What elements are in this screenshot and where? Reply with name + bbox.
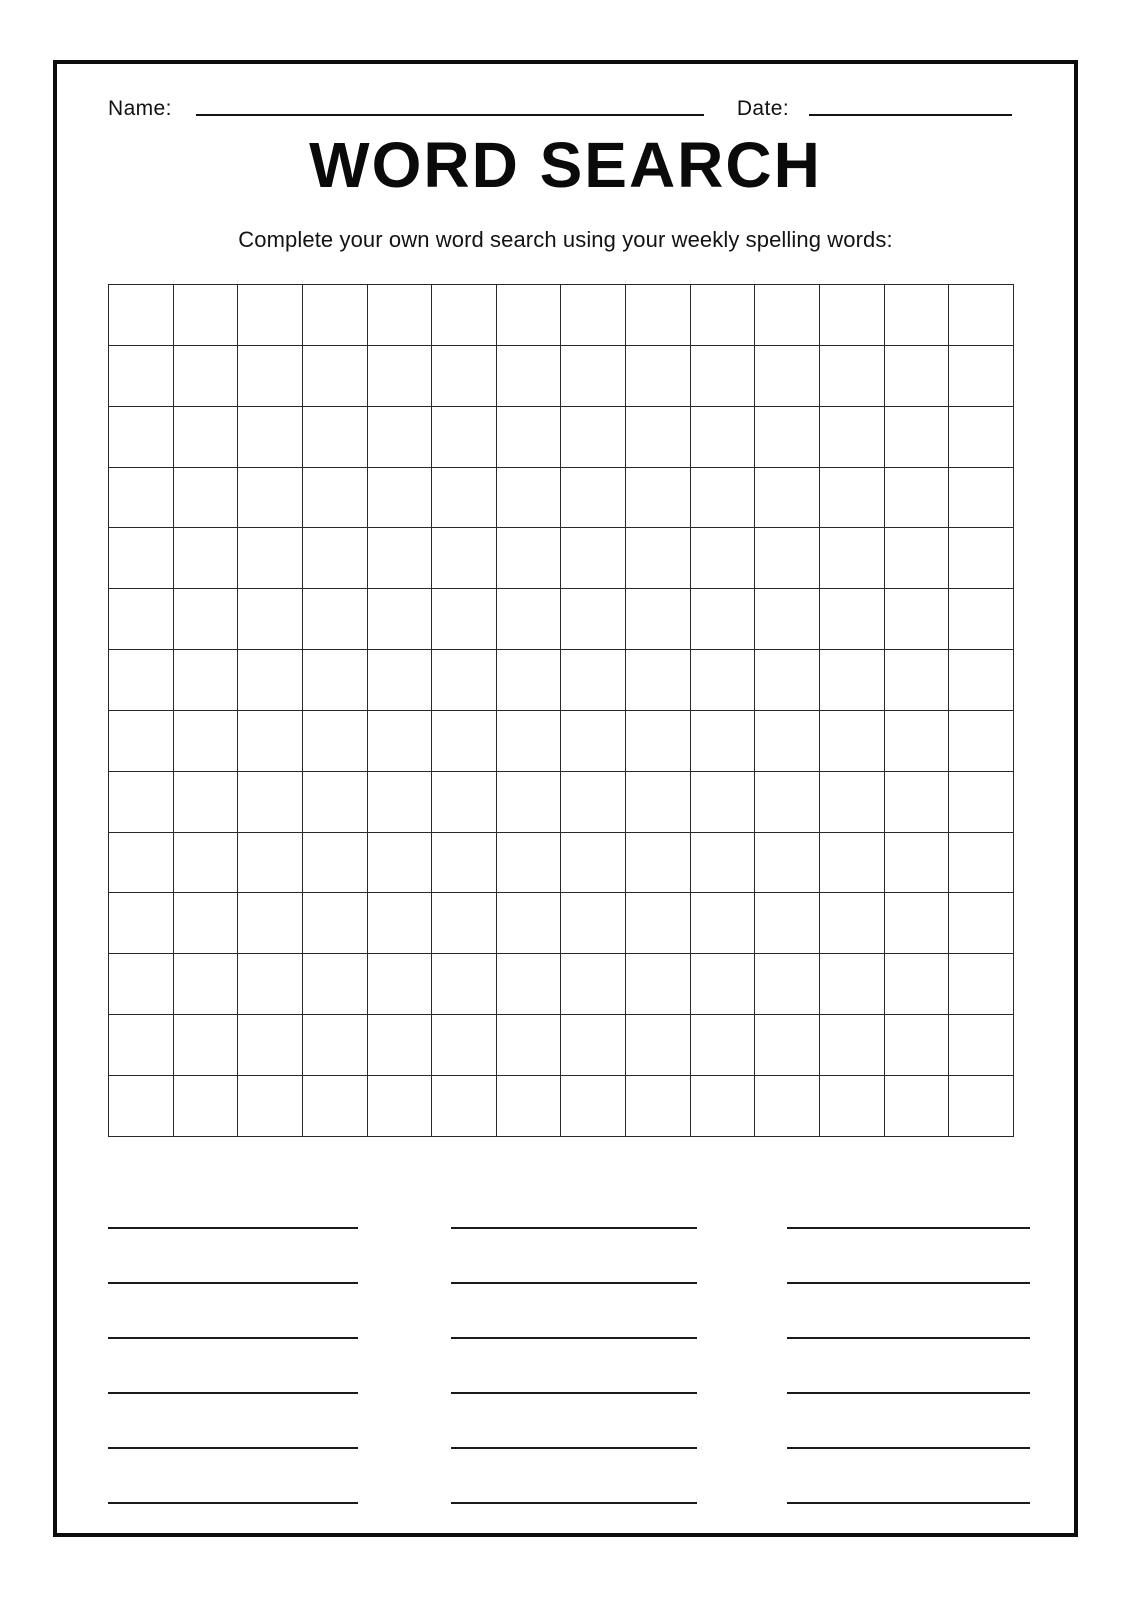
grid-cell[interactable] (820, 1015, 885, 1076)
grid-cell[interactable] (496, 771, 561, 832)
grid-cell[interactable] (820, 832, 885, 893)
grid-cell[interactable] (238, 771, 303, 832)
grid-cell[interactable] (949, 954, 1014, 1015)
grid-cell[interactable] (949, 650, 1014, 711)
grid-cell[interactable] (755, 285, 820, 346)
grid-cell[interactable] (173, 771, 238, 832)
grid-cell[interactable] (820, 285, 885, 346)
grid-cell[interactable] (302, 771, 367, 832)
grid-cell[interactable] (238, 710, 303, 771)
grid-cell[interactable] (690, 1075, 755, 1136)
grid-cell[interactable] (238, 345, 303, 406)
grid-cell[interactable] (432, 710, 497, 771)
grid-cell[interactable] (626, 528, 691, 589)
grid-cell[interactable] (949, 1075, 1014, 1136)
grid-cell[interactable] (690, 467, 755, 528)
grid-cell[interactable] (755, 528, 820, 589)
grid-row (109, 285, 1014, 346)
word-entry-line[interactable] (787, 1502, 1030, 1504)
grid-row (109, 954, 1014, 1015)
grid-cell[interactable] (820, 954, 885, 1015)
grid-cell[interactable] (173, 528, 238, 589)
grid-cell[interactable] (238, 285, 303, 346)
grid-cell[interactable] (884, 406, 949, 467)
grid-cell[interactable] (367, 1075, 432, 1136)
grid-cell[interactable] (432, 954, 497, 1015)
grid-cell[interactable] (496, 285, 561, 346)
grid-row (109, 406, 1014, 467)
grid-cell[interactable] (626, 710, 691, 771)
grid-cell[interactable] (173, 1015, 238, 1076)
grid-cell[interactable] (626, 406, 691, 467)
grid-cell[interactable] (109, 954, 174, 1015)
grid-cell[interactable] (496, 467, 561, 528)
grid-cell[interactable] (367, 893, 432, 954)
grid-cell[interactable] (626, 467, 691, 528)
grid-cell[interactable] (109, 467, 174, 528)
grid-row (109, 650, 1014, 711)
grid-cell[interactable] (820, 406, 885, 467)
grid-cell[interactable] (367, 406, 432, 467)
grid-cell[interactable] (755, 650, 820, 711)
grid-cell[interactable] (884, 650, 949, 711)
word-list-row (108, 1449, 1030, 1504)
grid-cell[interactable] (367, 710, 432, 771)
grid-cell[interactable] (367, 285, 432, 346)
grid-cell[interactable] (949, 345, 1014, 406)
grid-cell[interactable] (690, 650, 755, 711)
grid-cell[interactable] (755, 589, 820, 650)
grid-cell[interactable] (626, 893, 691, 954)
grid-cell[interactable] (173, 406, 238, 467)
grid-cell[interactable] (561, 893, 626, 954)
grid-cell[interactable] (432, 345, 497, 406)
word-list-row (108, 1229, 1030, 1284)
grid-cell[interactable] (302, 406, 367, 467)
grid-cell[interactable] (432, 589, 497, 650)
word-list-section (108, 1174, 1030, 1504)
grid-cell[interactable] (690, 893, 755, 954)
grid-cell[interactable] (302, 285, 367, 346)
grid-cell[interactable] (626, 954, 691, 1015)
grid-cell[interactable] (432, 1075, 497, 1136)
grid-cell[interactable] (173, 589, 238, 650)
grid-cell[interactable] (432, 285, 497, 346)
grid-cell[interactable] (238, 528, 303, 589)
grid-cell[interactable] (884, 954, 949, 1015)
date-input-line[interactable] (809, 114, 1012, 116)
grid-cell[interactable] (432, 832, 497, 893)
grid-cell[interactable] (367, 528, 432, 589)
grid-cell[interactable] (173, 345, 238, 406)
grid-cell[interactable] (949, 528, 1014, 589)
grid-row (109, 710, 1014, 771)
grid-cell[interactable] (238, 1015, 303, 1076)
grid-cell[interactable] (690, 1015, 755, 1076)
grid-cell[interactable] (109, 1015, 174, 1076)
grid-cell[interactable] (496, 1015, 561, 1076)
grid-cell[interactable] (690, 710, 755, 771)
grid-row (109, 832, 1014, 893)
grid-body (109, 285, 1014, 1137)
grid-row (109, 589, 1014, 650)
grid-cell[interactable] (561, 771, 626, 832)
grid-cell[interactable] (949, 832, 1014, 893)
grid-cell[interactable] (561, 710, 626, 771)
grid-cell[interactable] (109, 771, 174, 832)
name-input-line[interactable] (196, 114, 704, 116)
grid-cell[interactable] (820, 893, 885, 954)
grid-cell[interactable] (173, 285, 238, 346)
grid-cell[interactable] (949, 710, 1014, 771)
grid-cell[interactable] (884, 1075, 949, 1136)
grid-cell[interactable] (884, 893, 949, 954)
grid-cell[interactable] (755, 345, 820, 406)
grid-row (109, 528, 1014, 589)
word-list-row (108, 1174, 1030, 1229)
grid-cell[interactable] (949, 285, 1014, 346)
grid-cell[interactable] (109, 345, 174, 406)
instructions-text: Complete your own word search using your weekly spelling words: (238, 227, 893, 252)
grid-cell[interactable] (302, 1015, 367, 1076)
grid-cell[interactable] (109, 893, 174, 954)
grid-cell[interactable] (561, 345, 626, 406)
grid-cell[interactable] (690, 528, 755, 589)
grid-cell[interactable] (367, 954, 432, 1015)
grid-cell[interactable] (432, 1015, 497, 1076)
grid-cell[interactable] (367, 345, 432, 406)
grid-cell[interactable] (755, 467, 820, 528)
grid-row (109, 893, 1014, 954)
grid-cell[interactable] (496, 893, 561, 954)
grid-cell[interactable] (496, 954, 561, 1015)
grid-cell[interactable] (561, 1075, 626, 1136)
grid-row (109, 467, 1014, 528)
grid-cell[interactable] (755, 406, 820, 467)
page-title: WORD SEARCH (309, 129, 822, 201)
word-list-row (108, 1339, 1030, 1394)
grid-cell[interactable] (367, 589, 432, 650)
grid-cell[interactable] (432, 650, 497, 711)
grid-row (109, 1015, 1014, 1076)
grid-cell[interactable] (626, 650, 691, 711)
grid-cell[interactable] (626, 589, 691, 650)
grid-table[interactable] (108, 284, 1014, 1137)
grid-cell[interactable] (173, 467, 238, 528)
grid-cell[interactable] (884, 345, 949, 406)
grid-cell[interactable] (432, 893, 497, 954)
word-list-row (108, 1284, 1030, 1339)
grid-cell[interactable] (626, 832, 691, 893)
grid-cell[interactable] (755, 771, 820, 832)
grid-cell[interactable] (496, 832, 561, 893)
grid-cell[interactable] (626, 771, 691, 832)
grid-cell[interactable] (755, 710, 820, 771)
grid-cell[interactable] (173, 710, 238, 771)
grid-cell[interactable] (432, 771, 497, 832)
name-label: Name: (108, 97, 172, 120)
grid-cell[interactable] (173, 650, 238, 711)
grid-cell[interactable] (561, 467, 626, 528)
grid-cell[interactable] (302, 345, 367, 406)
grid-cell[interactable] (109, 650, 174, 711)
grid-cell[interactable] (690, 345, 755, 406)
grid-cell[interactable] (109, 710, 174, 771)
grid-cell[interactable] (690, 832, 755, 893)
grid-cell[interactable] (173, 1075, 238, 1136)
grid-cell[interactable] (884, 1015, 949, 1076)
grid-cell[interactable] (173, 832, 238, 893)
grid-cell[interactable] (884, 528, 949, 589)
grid-cell[interactable] (302, 893, 367, 954)
grid-cell[interactable] (561, 832, 626, 893)
grid-cell[interactable] (367, 467, 432, 528)
grid-cell[interactable] (884, 710, 949, 771)
grid-cell[interactable] (109, 406, 174, 467)
grid-row (109, 345, 1014, 406)
grid-cell[interactable] (238, 954, 303, 1015)
grid-cell[interactable] (626, 1015, 691, 1076)
grid-cell[interactable] (302, 954, 367, 1015)
grid-cell[interactable] (949, 467, 1014, 528)
grid-cell[interactable] (173, 893, 238, 954)
grid-cell[interactable] (302, 650, 367, 711)
grid-cell[interactable] (820, 650, 885, 711)
grid-cell[interactable] (496, 589, 561, 650)
student-info-row (108, 92, 1030, 122)
grid-cell[interactable] (820, 771, 885, 832)
grid-cell[interactable] (238, 406, 303, 467)
grid-cell[interactable] (626, 1075, 691, 1136)
grid-cell[interactable] (432, 528, 497, 589)
grid-cell[interactable] (561, 285, 626, 346)
grid-cell[interactable] (690, 771, 755, 832)
worksheet-page-frame (53, 60, 1078, 1537)
grid-cell[interactable] (690, 406, 755, 467)
grid-cell[interactable] (755, 832, 820, 893)
grid-cell[interactable] (820, 589, 885, 650)
grid-cell[interactable] (238, 467, 303, 528)
grid-cell[interactable] (755, 893, 820, 954)
word-entry-line[interactable] (451, 1502, 697, 1504)
grid-cell[interactable] (690, 285, 755, 346)
grid-cell[interactable] (496, 710, 561, 771)
grid-cell[interactable] (109, 832, 174, 893)
grid-cell[interactable] (949, 406, 1014, 467)
grid-cell[interactable] (302, 832, 367, 893)
grid-cell[interactable] (432, 406, 497, 467)
word-entry-line[interactable] (108, 1502, 358, 1504)
grid-cell[interactable] (755, 954, 820, 1015)
grid-cell[interactable] (884, 771, 949, 832)
grid-cell[interactable] (561, 954, 626, 1015)
grid-cell[interactable] (238, 589, 303, 650)
grid-cell[interactable] (884, 285, 949, 346)
grid-cell[interactable] (496, 1075, 561, 1136)
grid-cell[interactable] (755, 1075, 820, 1136)
grid-cell[interactable] (238, 893, 303, 954)
grid-cell[interactable] (367, 771, 432, 832)
grid-cell[interactable] (302, 1075, 367, 1136)
grid-cell[interactable] (561, 1015, 626, 1076)
grid-cell[interactable] (302, 589, 367, 650)
grid-cell[interactable] (820, 710, 885, 771)
grid-cell[interactable] (367, 832, 432, 893)
grid-cell[interactable] (496, 406, 561, 467)
grid-cell[interactable] (561, 528, 626, 589)
grid-cell[interactable] (109, 1075, 174, 1136)
grid-cell[interactable] (949, 1015, 1014, 1076)
grid-cell[interactable] (820, 1075, 885, 1136)
grid-cell[interactable] (561, 406, 626, 467)
word-search-grid[interactable] (108, 284, 1014, 1137)
date-label: Date: (736, 97, 790, 120)
grid-cell[interactable] (302, 710, 367, 771)
grid-cell[interactable] (496, 345, 561, 406)
grid-row (109, 1075, 1014, 1136)
grid-cell[interactable] (238, 832, 303, 893)
grid-cell[interactable] (302, 528, 367, 589)
grid-cell[interactable] (109, 528, 174, 589)
grid-cell[interactable] (238, 650, 303, 711)
grid-cell[interactable] (690, 954, 755, 1015)
grid-cell[interactable] (173, 954, 238, 1015)
grid-cell[interactable] (109, 589, 174, 650)
grid-row (109, 771, 1014, 832)
grid-cell[interactable] (755, 1015, 820, 1076)
grid-cell[interactable] (302, 467, 367, 528)
grid-cell[interactable] (432, 467, 497, 528)
grid-cell[interactable] (109, 285, 174, 346)
grid-cell[interactable] (949, 771, 1014, 832)
grid-cell[interactable] (884, 467, 949, 528)
grid-cell[interactable] (238, 1075, 303, 1136)
grid-cell[interactable] (561, 650, 626, 711)
grid-cell[interactable] (949, 893, 1014, 954)
grid-cell[interactable] (367, 1015, 432, 1076)
grid-cell[interactable] (820, 528, 885, 589)
grid-cell[interactable] (496, 528, 561, 589)
grid-cell[interactable] (367, 650, 432, 711)
grid-cell[interactable] (690, 589, 755, 650)
grid-cell[interactable] (820, 345, 885, 406)
grid-cell[interactable] (884, 832, 949, 893)
word-list-row (108, 1394, 1030, 1449)
grid-cell[interactable] (626, 345, 691, 406)
grid-cell[interactable] (561, 589, 626, 650)
grid-cell[interactable] (949, 589, 1014, 650)
grid-cell[interactable] (496, 650, 561, 711)
grid-cell[interactable] (626, 285, 691, 346)
grid-cell[interactable] (884, 589, 949, 650)
grid-cell[interactable] (820, 467, 885, 528)
